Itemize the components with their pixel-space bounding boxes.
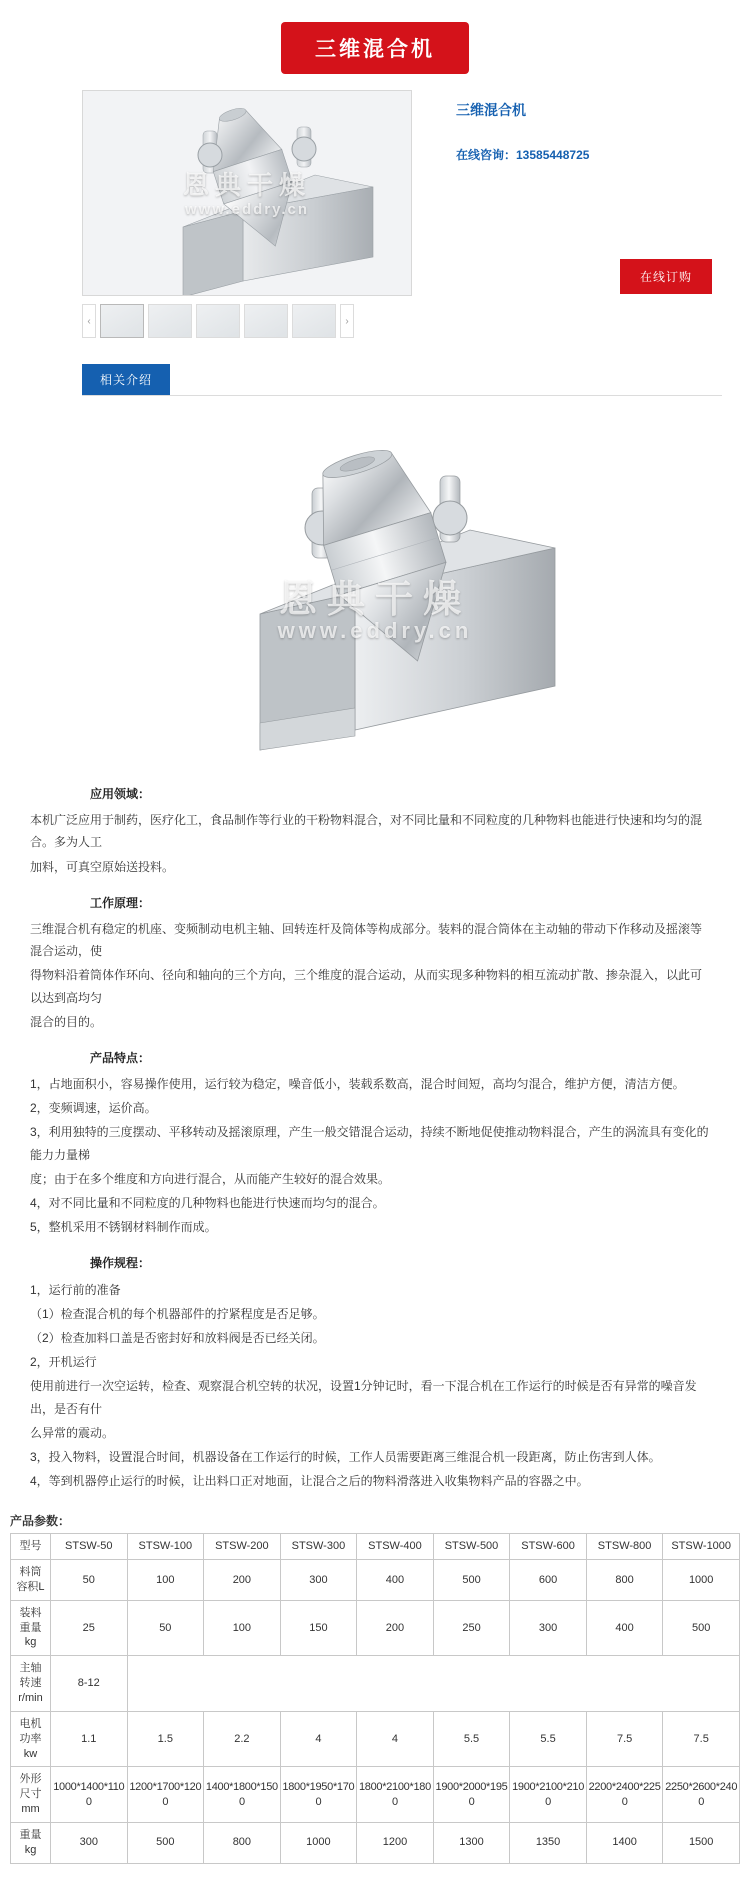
row-volume-cell-6: 500	[433, 1560, 510, 1601]
product-top-area	[0, 90, 750, 338]
row-weight-cell-3: 800	[204, 1822, 281, 1863]
page-title: 三维混合机	[281, 22, 469, 74]
row-model-cell-1: STSW-50	[51, 1534, 128, 1560]
row-dimensions-cell-3: 1400*1800*1500	[204, 1767, 281, 1823]
gallery-next-button[interactable]: ›	[340, 304, 354, 338]
row-model-cell-4: STSW-300	[280, 1534, 357, 1560]
features-line-3: 3，利用独特的三度摆动、平移转动及摇滚原理，产生一般交错混合运动，持续不断地促使推动物料混合，产生的涡流具有变化的能力力量梯	[30, 1125, 709, 1162]
row-load-weight-cell-4: 150	[280, 1600, 357, 1656]
row-load-weight-cell-7: 300	[510, 1600, 587, 1656]
row-volume-cell-4: 300	[280, 1560, 357, 1601]
row-weight-cell-6: 1300	[433, 1822, 510, 1863]
row-power-label: 电机 功率 kw	[11, 1711, 51, 1767]
section-title-application: 应用领域：	[90, 787, 151, 801]
row-dimensions-cell-7: 1900*2100*2100	[510, 1767, 587, 1823]
row-weight-cell-9: 1500	[663, 1822, 740, 1863]
page-title-banner	[0, 0, 750, 90]
order-button-wrap	[456, 259, 722, 294]
section-title-operation: 操作规程：	[90, 1256, 151, 1271]
row-model-cell-7: STSW-600	[510, 1534, 587, 1560]
row-load-weight-cell-1: 25	[51, 1600, 128, 1656]
watermark-url: www.eddry.cn	[184, 201, 310, 218]
product-gallery	[82, 90, 412, 338]
row-dimensions-label: 外形 尺寸 mm	[11, 1767, 51, 1823]
row-weight-label: 重量 kg	[11, 1822, 51, 1863]
row-weight-cell-8: 1400	[586, 1822, 663, 1863]
row-weight-cell-2: 500	[127, 1822, 204, 1863]
row-spindle-speed-blank	[127, 1656, 739, 1712]
operation-line-6: 么异常的震动。	[30, 1425, 115, 1440]
features-line-1: 1，占地面积小，容易操作使用，运行较为稳定，噪音低小，装载系数高，混合时间短，高均匀混合，维护方便，清洁方便。	[30, 1077, 685, 1092]
application-line-1: 本机广泛应用于制药，医疗化工，食品制作等行业的干粉物料混合，对不同比量和不同粒度的几种物料也能进行快速和均匀的混合。多为人工	[30, 813, 703, 850]
section-tabbar	[82, 364, 722, 396]
row-volume-label: 料筒 容积L	[11, 1560, 51, 1601]
row-volume-cell-9: 1000	[663, 1560, 740, 1601]
section-title-features: 产品特点：	[90, 1050, 151, 1065]
product-name: 三维混合机	[456, 102, 526, 118]
row-model-cell-8: STSW-800	[586, 1534, 663, 1560]
row-power-cell-2: 1.5	[127, 1711, 204, 1767]
figure-watermark-brand: 恩典干燥	[278, 579, 471, 621]
row-load-weight-cell-8: 400	[586, 1600, 663, 1656]
row-volume-cell-1: 50	[51, 1560, 128, 1601]
operation-line-2: （1）检查混合机的每个机器部件的拧紧程度是否足够。	[30, 1306, 325, 1321]
large-product-image	[140, 418, 610, 763]
operation-line-8: 4，等到机器停止运行的时候，让出料口正对地面，让混合之后的物料滑落进入收集物料产品的容器之中。	[30, 1474, 589, 1489]
row-model-cell-3: STSW-200	[204, 1534, 281, 1560]
row-model-cell-5: STSW-400	[357, 1534, 434, 1560]
row-dimensions-cell-2: 1200*1700*1200	[127, 1767, 204, 1823]
row-power-cell-5: 4	[357, 1711, 434, 1767]
row-weight-cell-7: 1350	[510, 1822, 587, 1863]
row-weight	[11, 1822, 740, 1863]
figure-watermark-url: www.eddry.cn	[277, 618, 473, 643]
row-spindle-speed-label: 主轴 转速 r/min	[11, 1656, 51, 1712]
row-dimensions-cell-8: 2200*2400*2250	[586, 1767, 663, 1823]
features-line-4: 度；由于在多个维度和方向进行混合，从而能产生较好的混合效果。	[30, 1171, 391, 1186]
row-load-weight	[11, 1600, 740, 1656]
row-volume-cell-3: 200	[204, 1560, 281, 1601]
operation-line-3: （2）检查加料口盖是否密封好和放料阀是否已经关闭。	[30, 1330, 325, 1345]
thumbnail-strip	[82, 304, 412, 338]
row-dimensions-cell-9: 2250*2600*2400	[663, 1767, 740, 1823]
principle-line-1: 三维混合机有稳定的机座、变频制动电机主轴、回转连杆及筒体等构成部分。装料的混合筒体在主动轴的带动下作移动及摇滚等混合运动，使	[30, 921, 703, 959]
row-load-weight-cell-6: 250	[433, 1600, 510, 1656]
product-info	[456, 90, 722, 294]
mixer-machine-large-illustration	[140, 418, 610, 763]
thumbnail-1[interactable]	[100, 304, 144, 338]
row-weight-cell-1: 300	[51, 1822, 128, 1863]
row-weight-cell-5: 1200	[357, 1822, 434, 1863]
row-load-weight-cell-3: 100	[204, 1600, 281, 1656]
product-parameters-table	[10, 1533, 740, 1863]
row-load-weight-cell-9: 500	[663, 1600, 740, 1656]
row-power-cell-1: 1.1	[51, 1711, 128, 1767]
row-model	[11, 1534, 740, 1560]
features-line-5: 4，对不同比量和不同粒度的几种物料也能进行快速而均匀的混合。	[30, 1196, 385, 1210]
row-model-cell-6: STSW-500	[433, 1534, 510, 1560]
row-volume-cell-5: 400	[357, 1560, 434, 1601]
section-title-principle: 工作原理：	[90, 895, 151, 910]
row-volume-cell-2: 100	[127, 1560, 204, 1601]
row-dimensions-cell-6: 1900*2000*1950	[433, 1767, 510, 1823]
row-load-weight-cell-5: 200	[357, 1600, 434, 1656]
tab-related-intro[interactable]: 相关介绍	[82, 364, 170, 395]
gallery-prev-button[interactable]: ‹	[82, 304, 96, 338]
principle-line-3: 混合的目的。	[30, 1014, 103, 1029]
row-power	[11, 1711, 740, 1767]
thumbnail-4[interactable]	[244, 304, 288, 338]
row-volume	[11, 1560, 740, 1601]
row-dimensions-cell-4: 1800*1950*1700	[280, 1767, 357, 1823]
application-line-2: 加料，可真空原始送投料。	[30, 859, 175, 874]
row-power-cell-4: 4	[280, 1711, 357, 1767]
main-product-image[interactable]	[82, 90, 412, 296]
features-line-6: 5，整机采用不锈钢材料制作而成。	[30, 1220, 217, 1235]
consult-phone: 在线咨询：13585448725	[456, 148, 590, 162]
thumbnail-5[interactable]	[292, 304, 336, 338]
row-power-cell-8: 7.5	[586, 1711, 663, 1767]
article-content	[0, 773, 750, 1492]
thumbnail-3[interactable]	[196, 304, 240, 338]
operation-line-4: 2，开机运行	[30, 1355, 97, 1370]
thumbnail-2[interactable]	[148, 304, 192, 338]
row-power-cell-7: 5.5	[510, 1711, 587, 1767]
mixer-machine-illustration	[83, 91, 412, 296]
operation-line-7: 3，投入物料，设置混合时间，机器设备在工作运行的时候，工作人员需要距离三维混合机一段距离，防止伤害到人体。	[30, 1449, 661, 1464]
operation-line-1: 1，运行前的准备	[30, 1282, 121, 1297]
row-volume-cell-8: 800	[586, 1560, 663, 1601]
row-dimensions-cell-5: 1800*2100*1800	[357, 1767, 434, 1823]
row-model-cell-2: STSW-100	[127, 1534, 204, 1560]
principle-line-2: 得物料沿着筒体作环向、径向和轴向的三个方向，三个维度的混合运动，从而实现多种物料的相互流动扩散、掺杂混入，以此可以达到高均匀	[30, 968, 703, 1005]
row-dimensions	[11, 1767, 740, 1823]
row-spindle-speed	[11, 1656, 740, 1712]
row-spindle-speed-value: 8-12	[51, 1656, 128, 1712]
watermark-brand: 恩典干燥	[182, 170, 311, 200]
row-weight-cell-4: 1000	[280, 1822, 357, 1863]
row-model-cell-9: STSW-1000	[663, 1534, 740, 1560]
params-title: 产品参数：	[10, 1514, 71, 1529]
row-load-weight-label: 装料 重量 kg	[11, 1600, 51, 1656]
row-dimensions-cell-1: 1000*1400*1100	[51, 1767, 128, 1823]
operation-line-5: 使用前进行一次空运转，检查、观察混合机空转的状况，设置1分钟记时，看一下混合机在工作运行的时候是否有异常的噪音发出，是否有什	[30, 1379, 697, 1416]
row-power-cell-6: 5.5	[433, 1711, 510, 1767]
online-order-button[interactable]: 在线订购	[620, 259, 712, 294]
row-power-cell-3: 2.2	[204, 1711, 281, 1767]
features-line-2: 2，变频调速，运价高。	[30, 1101, 157, 1116]
row-load-weight-cell-2: 50	[127, 1600, 204, 1656]
row-power-cell-9: 7.5	[663, 1711, 740, 1767]
row-model-label: 型号	[11, 1534, 51, 1560]
row-volume-cell-7: 600	[510, 1560, 587, 1601]
